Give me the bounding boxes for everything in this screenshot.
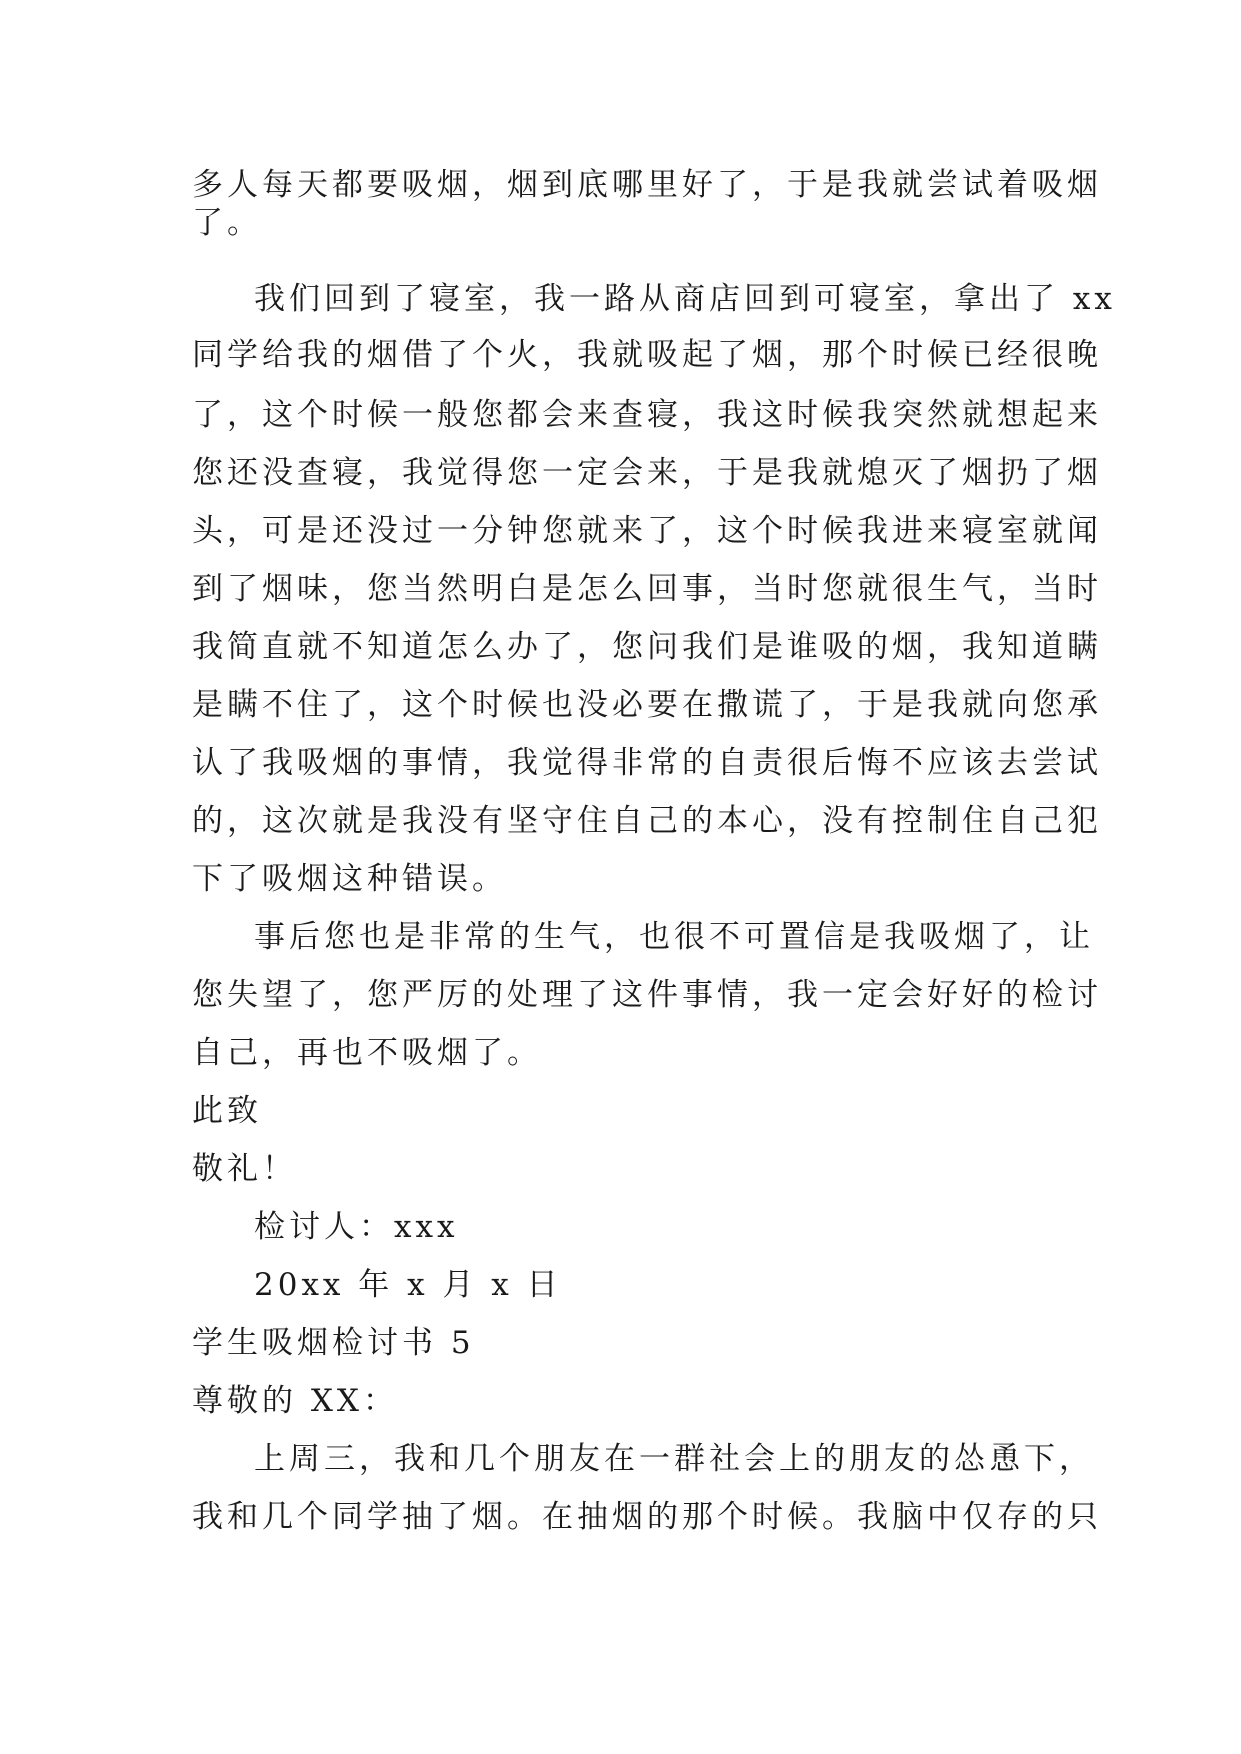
paragraph-line: 头，可是还没过一分钟您就来了，这个时候我进来寝室就闻: [192, 513, 1102, 549]
closing-salutation: 此致: [192, 1093, 262, 1129]
date-line: 20xx 年 x 月 x 日: [254, 1267, 562, 1303]
paragraph-line: 到了烟味，您当然明白是怎么回事，当时您就很生气，当时: [192, 571, 1102, 607]
paragraph-line: 我简直就不知道怎么办了，您问我们是谁吸的烟，我知道瞒: [192, 629, 1102, 665]
closing-regards: 敬礼！: [192, 1151, 297, 1187]
section-title: 学生吸烟检讨书 5: [192, 1325, 475, 1361]
signature-line: 检讨人：xxx: [254, 1209, 459, 1245]
paragraph-line: 上周三，我和几个朋友在一群社会上的朋友的怂恿下，: [254, 1441, 1094, 1477]
paragraph-line: 是瞒不住了，这个时候也没必要在撒谎了，于是我就向您承: [192, 687, 1102, 723]
paragraph-line: 我们回到了寝室，我一路从商店回到可寝室，拿出了 xx: [254, 281, 1116, 317]
greeting-line: 尊敬的 XX：: [192, 1383, 398, 1419]
paragraph-line: 多人每天都要吸烟，烟到底哪里好了，于是我就尝试着吸烟: [192, 167, 1102, 203]
paragraph-line: 的，这次就是我没有坚守住自己的本心，没有控制住自己犯: [192, 803, 1102, 839]
paragraph-line: 我和几个同学抽了烟。在抽烟的那个时候。我脑中仅存的只: [192, 1499, 1102, 1535]
paragraph-line: 事后您也是非常的生气，也很不可置信是我吸烟了，让: [254, 919, 1094, 955]
paragraph-line: 同学给我的烟借了个火，我就吸起了烟，那个时候已经很晚: [192, 337, 1102, 373]
paragraph-line: 您还没查寝，我觉得您一定会来，于是我就熄灭了烟扔了烟: [192, 455, 1102, 491]
paragraph-line: 下了吸烟这种错误。: [192, 861, 507, 897]
paragraph-line: 了。: [192, 205, 262, 241]
paragraph-line: 认了我吸烟的事情，我觉得非常的自责很后悔不应该去尝试: [192, 745, 1102, 781]
paragraph-line: 您失望了，您严厉的处理了这件事情，我一定会好好的检讨: [192, 977, 1102, 1013]
paragraph-line: 了，这个时候一般您都会来查寝，我这时候我突然就想起来: [192, 397, 1102, 433]
paragraph-line: 自己，再也不吸烟了。: [192, 1035, 542, 1071]
